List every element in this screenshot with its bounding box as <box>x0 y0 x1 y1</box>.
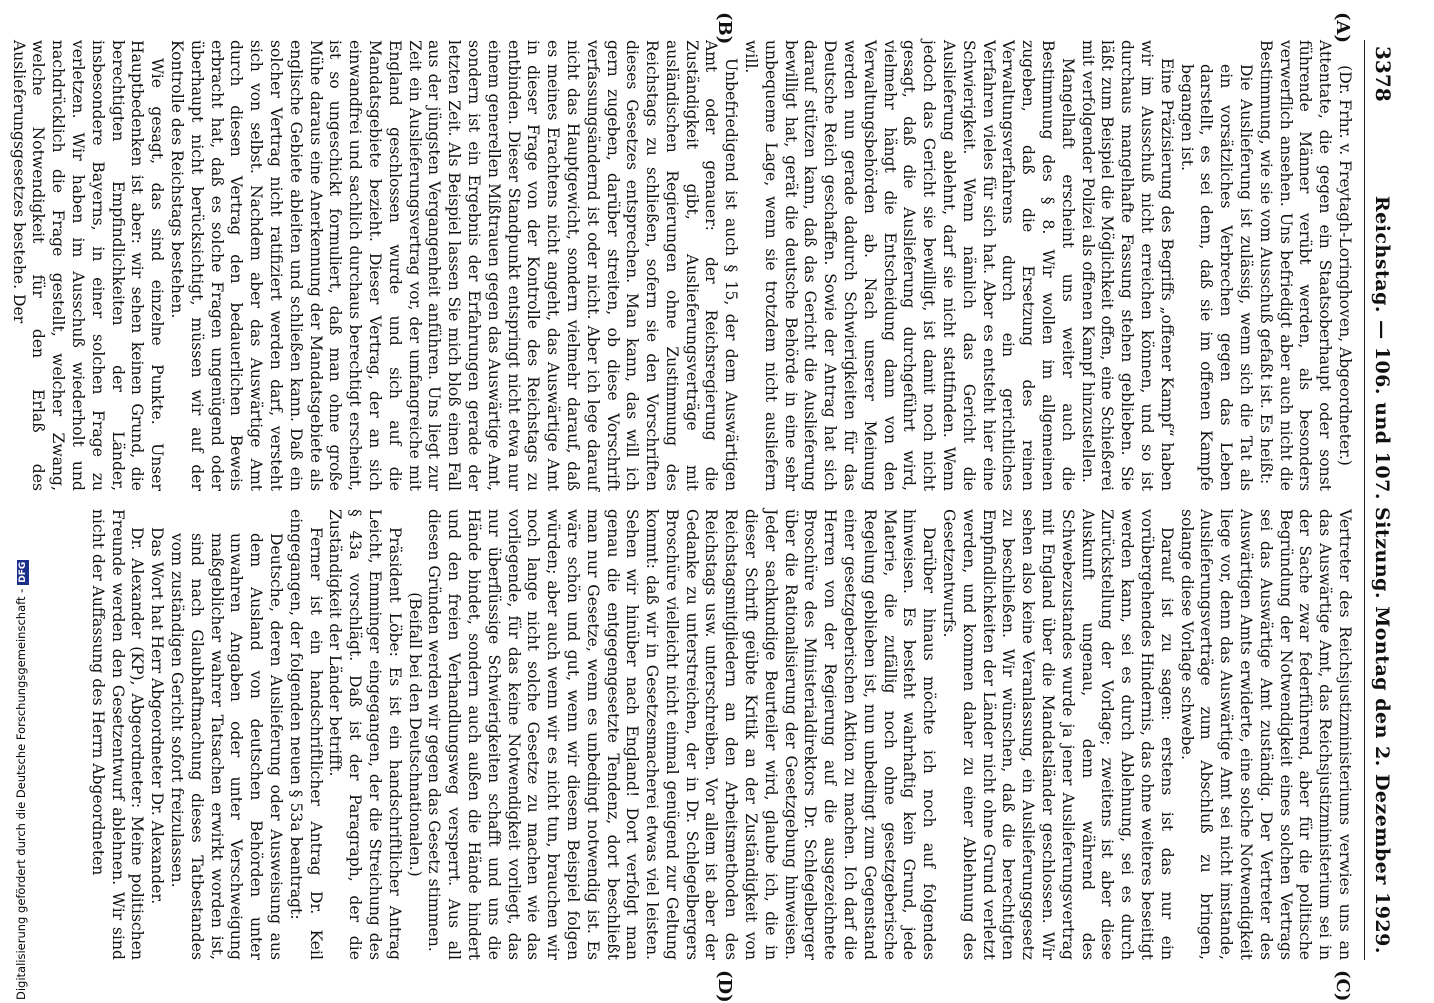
paragraph: Das Wort hat Herr Abgeordneter Dr. Alexander. <box>148 527 167 905</box>
applause-note: (Beifall bei den Deutschnationalen.) <box>405 592 424 877</box>
paragraph: Dr. Alexander (KP), Abgeordneter: Meine politischen Freunde werden den Gesetzentwurf ablehnen. Wir sind nicht der Auffassung des Herrn Abgeordneten <box>88 509 147 960</box>
credit-text: Digitalisierung gefördert durch die Deutsche Forschungsgemeinschaft - <box>14 588 28 1000</box>
right-column <box>88 509 1354 960</box>
paragraph: Wie gesagt, das sind einzelne Punkte. Unser Hauptbedenken ist aber: wir sehen keinen Grund, die berechtigten Empfindlichkeiten der Länder, insbesondere Bayerns, in einer solchen Frage zu verletzen. Wir haben im Ausschuß wiederholt und nachdrücklich die Frage gestellt, welcher Zwang, welche Notwendigkeit für den Erlaß des Auslieferungsgesetzes bestehe. Der <box>9 40 167 491</box>
page-title: Reichstag. — 106. und 107. Sitzung. Montag den 2. Dezember 1929. <box>1371 195 1393 954</box>
quoted-paragraph: Deutsche, deren Auslieferung oder Ausweisung aus dem Ausland von deutschen Behörden unter unwahren Angaben oder unter Verschweigung maßgeblicher wahrer Tatsachen erwirkt worden ist, sind nach Glaubhaftmachung dieses Tatbestandes vom zuständigen Gericht sofort freizulassen. <box>167 533 285 960</box>
dfg-logo: DFG <box>18 561 28 583</box>
paragraph: Präsident Löbe: Es ist ein handschriftlicher Antrag Leicht, Emminger eingegangen, der die Streichung des § 43a vorschlägt. Daß ist der Paragraph, der die Zuständigkeit der Länder betrifft. <box>326 509 404 960</box>
paragraph: Unbefriedigend ist auch § 15, der dem Auswärtigen Amt oder genauer: der Reichsregierung die Zuständigkeit gibt, Auslieferungsverträge mit ausländischen Regierungen ohne Zustimmung des Reichstags zu schließen, sofern sie den Vorschriften dieses Gesetzes entsprechen. Man kann, das will ich gern zugeben, darüber streiten, ob diese Vorschrift verfassungsändernd ist oder nicht. Aber ich lege darauf nicht das Hauptgewicht, sondern vielmehr darauf, daß es meines Erachtens nicht angeht, das Auswärtige Amt in dieser Frage von der Kontrolle des Reichstags zu entbinden. Dieser Standpunkt entspringt nicht etwa nur einem generellen Mißtrauen gegen das Auswärtige Amt, sondern ist ein Ergebnis der Erfahrungen gerade der letzten Zeit. Als Beispiel lassen Sie mich bloß einen Fall aus der jüngsten Vergangenheit anführen. Uns liegt zur Zeit ein Auslieferungsvertrag vor, der umfangreiche mit England geschlossen wurde und sich auf die Mandatsgebiete bezieht. Dieser Vertrag, der an sich einwandfrei und sachlich durchaus berechtigt erscheint, ist so ungeschickt formuliert, daß man ohne große Mühe daraus eine Anerkennung der Mandatsgebiete als englische Gebiete ableiten und schließen kann. Daß ein solcher Vertrag nicht ratifiziert werden darf, versteht sich von selbst. Nachdem aber das Auswärtige Amt durch diesen Vertrag den bedauerlichen Beweis erbracht hat, daß es solche Fragen ungenügend oder überhaupt nicht berücksichtigt, müssen wir auf der Kontrolle des Reichstags bestehen. <box>167 40 741 491</box>
paragraph: Eine Präzisierung des Begriffs „offener Kampf“ haben wir im Ausschuß nicht erreichen können, und so ist durchaus mangelhafte Fassung stehen geblieben. Sie läßt zum Beispiel die Möglichkeit offen, eine Schießerei mit verfolgender Polizei als offenen Kampf hinzustellen. <box>1078 40 1176 491</box>
margin-mark-b: (B) <box>714 12 735 45</box>
speaker-line: (Dr. Frhr. v. Freytagh-Loringhoven, Abgeordneter.) <box>1336 65 1354 466</box>
quoted-paragraph: Die Auslieferung ist zulässig, wenn sich die Tat als ein vorsätzliches Verbrechen gegen das Leben darstellt, es sei denn, daß sie im offenen Kampfe begangen ist. <box>1177 64 1256 491</box>
paragraph: Attentate, die gegen ein Staatsoberhaupt oder sonst führende Männer verübt werden, als besonders verwerflich ansehen. Uns befriedigt aber auch nicht die Bestimmung, wie sie vom Ausschuß gefaßt ist. Es heißt: <box>1256 40 1335 491</box>
paragraph: Mangelhaft erscheint uns weiter auch die Bestimmung des § 8. Wir wollen im allgemeinen zugeben, daß die Ersetzung des reinen Verwaltungsverfahrens durch ein gerichtliches Verfahren vieles für sich hat. Aber es entsteht hier eine Schwierigkeit. Wenn nämlich das Gericht die Auslieferung ablehnt, darf sie nicht stattfinden. Wenn jedoch das Gericht sie bewilligt, ist damit noch nicht gesagt, daß die Auslieferung durchgeführt wird, vielmehr hängt die Entscheidung dann von den Verwaltungsbehörden ab. Nach unserer Meinung werden nun gerade dadurch Schwierigkeiten für das Deutsche Reich geschaffen. Sowie der Antrag hat sich darauf stützen kann, daß das Gericht die Auslieferung bewilligt hat, gerät die deutsche Behörde in eine sehr unbequeme Lage, wenn sie trotzdem nicht ausliefern will. <box>742 40 1077 491</box>
page-number: 3378 <box>1371 46 1395 102</box>
margin-mark-d: (D) <box>714 970 735 1003</box>
paragraph: Vertreter des Reichsjustizministeriums verwies uns an das Auswärtige Amt, das Reichsjustizministerium sei in der Sache zwar federführend, aber für die politische Begründung der Notwendigkeit eines solchen Vertrags sei das Auswärtige Amt zuständig. Der Vertreter des Auswärtigen Amts erwiderte, eine solche Notwendigkeit liege vor, denn das Auswärtige Amt sei nicht imstande, Auslieferungsverträge zum Abschluß zu bringen, solange diese Vorlage schwebe. <box>1177 509 1354 960</box>
paragraph: Ferner ist ein handschriftlicher Antrag Dr. Keil eingegangen, der folgenden neuen § 53a beantragt: <box>286 509 325 960</box>
left-column <box>9 40 1354 491</box>
digitization-credit <box>14 560 29 1000</box>
page-header <box>1364 40 1395 960</box>
paragraph: Darüber hinaus möchte ich noch auf folgendes hinweisen. Es besteht wahrhaftig kein Grund, jede Materie, die zufällig noch ohne gesetzgeberische Regelung geblieben ist, nun unbedingt zum Gegenstand einer gesetzgeberischen Aktion zu machen. Ich darf die Herren von der Regierung auf die ausgezeichnete Broschüre des Ministerialdirektors Dr. Schlegelberger über die Rationalisierung der Gesetzgebung hinweisen. Jeder sachkundige Beurteiler wird, glaube ich, die in dieser Schrift geübte Kritik an der Zuständigkeit von Reichstagsmitgliedern an den Arbeitsmethoden des Reichstags usw. unterschreiben. Vor allem ist aber der Gedanke zu unterstreichen, der in Dr. Schlegelbergers Broschüre vielleicht nicht einmal genügend zur Geltung kommt: daß wir in Gesetzesmacherei etwas viel leisten. Sehen wir hinüber nach England! Dort verfolgt man genau die entgegengesetzte Tendenz, dort beschließt man nur Gesetze, wenn es unbedingt notwendig ist. Es wäre schön und gut, wenn wir diesem Beispiel folgen würden; aber auch wenn wir es nicht tun, brauchen wir noch lange nicht solche Gesetze zu machen wie das vorliegende, für das keine Notwendigkeit vorliegt, das nur überflüssige Schwierigkeiten schafft und uns die Hände bindet, sondern auch außen die Hände hindert und den freien Verhandlungsweg versperrt. Aus all diesen Gründen werden wir gegen das Gesetz stimmen. <box>425 509 939 960</box>
margin-mark-a: (A) <box>1332 12 1353 43</box>
paragraph: Darauf ist zu sagen: erstens ist das nur ein vorübergehendes Hindernis, das ohne weiteres beseitigt werden kann, sei es durch Ablehnung, sei es durch Zurückstellung der Vorlage; zweitens ist aber diese Auskunft ungenau, denn während des Schwebezustandes wurde ja jener Auslieferungsvertrag mit England über die Mandatsländer geschlossen. Wir sehen also keine Veranlassung, ein Auslieferungsgesetz zu beschließen. Wir wünschen, daß die berechtigten Empfindlichkeiten der Länder nicht ohne Grund verletzt werden, und kommen daher zu einer Ablehnung des Gesetzentwurfs. <box>940 509 1176 960</box>
margin-mark-c: (C) <box>1332 970 1353 1002</box>
